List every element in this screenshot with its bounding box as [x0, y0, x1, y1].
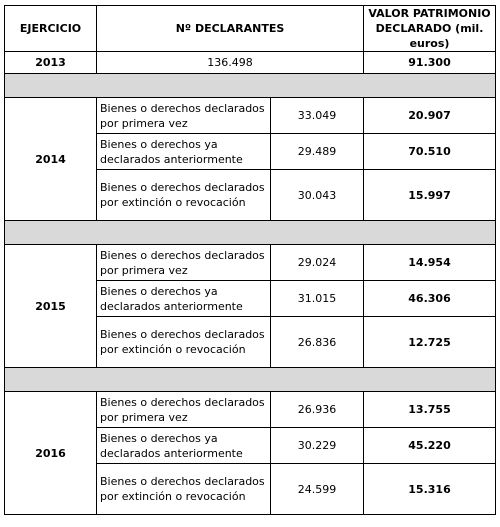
count-cell: 24.599	[271, 464, 364, 515]
year-cell-2014: 2014	[5, 98, 97, 221]
header-ejercicio: EJERCICIO	[5, 6, 97, 52]
table-row	[5, 98, 496, 134]
year-cell-2015: 2015	[5, 245, 97, 368]
desc-cell: Bienes o derechos declarados por primera vez	[97, 245, 271, 281]
value-cell: 70.510	[364, 134, 496, 170]
desc-cell: Bienes o derechos ya declarados anteriormente	[97, 428, 271, 464]
desc-cell: Bienes o derechos declarados por primera vez	[97, 392, 271, 428]
table-row	[5, 245, 496, 281]
value-cell: 12.725	[364, 317, 496, 368]
count-cell: 26.936	[271, 392, 364, 428]
desc-cell: Bienes o derechos declarados por primera vez	[97, 98, 271, 134]
header-declarantes: Nº DECLARANTES	[97, 6, 364, 52]
value-cell: 20.907	[364, 98, 496, 134]
value-cell: 46.306	[364, 281, 496, 317]
year-cell-2016: 2016	[5, 392, 97, 515]
count-cell: 31.015	[271, 281, 364, 317]
desc-cell: Bienes o derechos ya declarados anteriormente	[97, 134, 271, 170]
declarations-table	[4, 5, 496, 515]
header-valor-line2: DECLARADO (mil. euros)	[375, 22, 484, 50]
row-2013	[5, 52, 496, 74]
valor-2013: 91.300	[364, 52, 496, 74]
count-cell: 30.043	[271, 170, 364, 221]
count-cell: 29.024	[271, 245, 364, 281]
value-cell: 13.755	[364, 392, 496, 428]
value-cell: 15.997	[364, 170, 496, 221]
count-cell: 33.049	[271, 98, 364, 134]
separator-row	[5, 368, 496, 392]
desc-cell: Bienes o derechos ya declarados anteriormente	[97, 281, 271, 317]
year-cell-2013: 2013	[5, 52, 97, 74]
value-cell: 45.220	[364, 428, 496, 464]
separator-row	[5, 221, 496, 245]
desc-cell: Bienes o derechos declarados por extinción o revocación	[97, 317, 271, 368]
header-row	[5, 6, 496, 52]
value-cell: 14.954	[364, 245, 496, 281]
declarantes-2013: 136.498	[97, 52, 364, 74]
header-valor	[364, 6, 496, 52]
desc-cell: Bienes o derechos declarados por extinción o revocación	[97, 170, 271, 221]
count-cell: 29.489	[271, 134, 364, 170]
desc-cell: Bienes o derechos declarados por extinción o revocación	[97, 464, 271, 515]
separator-row	[5, 74, 496, 98]
count-cell: 30.229	[271, 428, 364, 464]
value-cell: 15.316	[364, 464, 496, 515]
header-valor-line1: VALOR PATRIMONIO	[368, 7, 491, 20]
count-cell: 26.836	[271, 317, 364, 368]
table-row	[5, 392, 496, 428]
